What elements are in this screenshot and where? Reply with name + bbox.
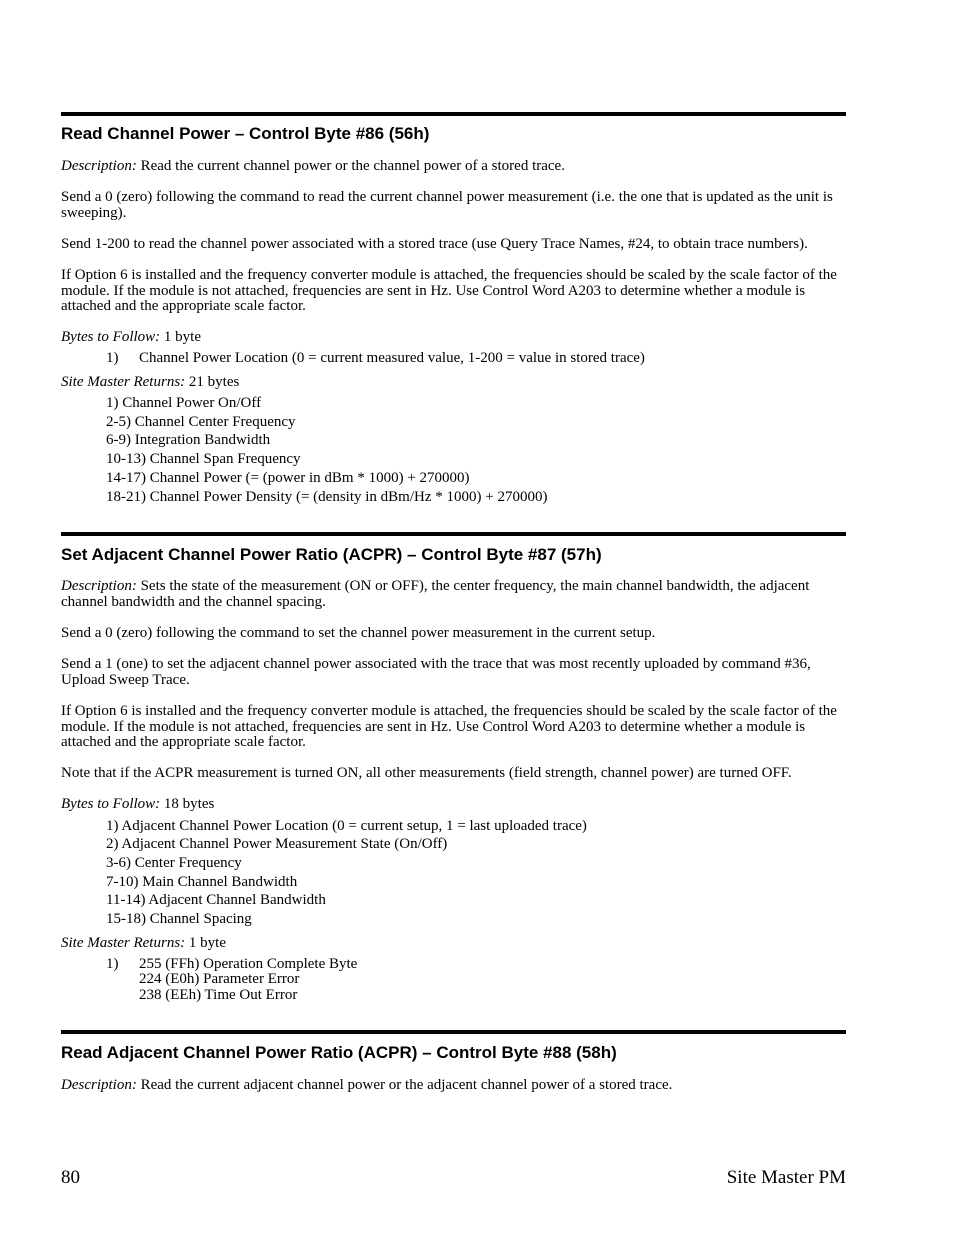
paragraph: If Option 6 is installed and the frequency converter module is attached, the frequencies should be scaled by the scale factor of the module. If the module is not attached, frequencies are sent in Hz. Use Control Word A203 to determine whether a module is attached and the appropriate scale factor. — [61, 703, 837, 751]
list-item: 2) Adjacent Channel Power Measurement State (On/Off) — [106, 836, 448, 852]
bytes-to-follow-label: Bytes to Follow: — [61, 796, 161, 812]
bytes-to-follow-value: 1 byte — [163, 329, 201, 345]
list-item: 1) Channel Power On/Off — [106, 395, 262, 411]
section-rule — [61, 112, 846, 116]
list-item: 14-17) Channel Power (= (power in dBm * 1000) + 270000) — [106, 470, 470, 486]
list-item: 7-10) Main Channel Bandwidth — [106, 874, 298, 890]
list-item: 15-18) Channel Spacing — [106, 911, 252, 927]
list-item: 238 (EEh) Time Out Error — [139, 987, 298, 1003]
page-number: 80 — [61, 1167, 80, 1188]
description — [61, 1078, 851, 1094]
list-item: 18-21) Channel Power Density (= (density in dBm/Hz * 1000) + 270000) — [106, 489, 548, 505]
section-rule — [61, 532, 846, 536]
description-label: Description: — [61, 1077, 137, 1093]
description-text: Sets the state of the measurement (ON or OFF), the center frequency, the main channel bandwidth, the adjacent channel bandwidth and the channel spacing. — [61, 578, 810, 610]
footer-title: Site Master PM — [726, 1167, 846, 1188]
returns-value: 21 bytes — [188, 374, 240, 390]
section-rule — [61, 1030, 846, 1034]
list-item-number: 1) — [106, 350, 119, 366]
list-item: 10-13) Channel Span Frequency — [106, 451, 301, 467]
list-item: 11-14) Adjacent Channel Bandwidth — [106, 892, 326, 908]
bytes-to-follow — [61, 797, 851, 813]
paragraph: Note that if the ACPR measurement is turned ON, all other measurements (field strength, channel power) are turned OFF. — [61, 765, 792, 781]
paragraph: Send a 0 (zero) following the command to set the channel power measurement in the current setup. — [61, 625, 656, 641]
description — [61, 159, 851, 175]
list-item: 3-6) Center Frequency — [106, 855, 242, 871]
list-item: 255 (FFh) Operation Complete Byte — [139, 956, 358, 972]
paragraph: Send a 1 (one) to set the adjacent channel power associated with the trace that was most recently uploaded by command #36, Upload Sweep Trace. — [61, 656, 811, 688]
bytes-to-follow-label: Bytes to Follow: — [61, 329, 161, 345]
description-text: Read the current channel power or the channel power of a stored trace. — [140, 158, 565, 174]
paragraph: Send 1-200 to read the channel power associated with a stored trace (use Query Trace Names, #24, to obtain trace numbers). — [61, 236, 808, 252]
description-label: Description: — [61, 578, 137, 594]
list-item: 2-5) Channel Center Frequency — [106, 414, 296, 430]
returns-label: Site Master Returns: — [61, 374, 186, 390]
section-heading: Set Adjacent Channel Power Ratio (ACPR) – Control Byte #87 (57h) — [61, 545, 602, 564]
paragraph: Send a 0 (zero) following the command to read the current channel power measurement (i.e. the one that is updated as the unit is sweeping). — [61, 189, 833, 221]
list-item: Channel Power Location (0 = current measured value, 1-200 = value in stored trace) — [139, 350, 645, 366]
description-text: Read the current adjacent channel power or the adjacent channel power of a stored trace. — [140, 1077, 673, 1093]
bytes-to-follow-value: 18 bytes — [163, 796, 215, 812]
returns-value: 1 byte — [188, 935, 226, 951]
list-item: 6-9) Integration Bandwidth — [106, 432, 271, 448]
description — [61, 579, 851, 610]
returns-label: Site Master Returns: — [61, 935, 186, 951]
paragraph: If Option 6 is installed and the frequency converter module is attached, the frequencies should be scaled by the scale factor of the module. If the module is not attached, frequencies are sent in Hz. Use Control Word A203 to determine whether a module is attached and the appropriate scale factor. — [61, 267, 837, 315]
list-item-number: 1) — [106, 956, 119, 972]
description-label: Description: — [61, 158, 137, 174]
list-item: 1) Adjacent Channel Power Location (0 = current setup, 1 = last uploaded trace) — [106, 818, 587, 834]
site-master-returns — [61, 936, 851, 952]
section-heading: Read Adjacent Channel Power Ratio (ACPR) – Control Byte #88 (58h) — [61, 1043, 617, 1062]
site-master-returns — [61, 375, 851, 391]
list-item: 224 (E0h) Parameter Error — [139, 971, 300, 987]
section-heading: Read Channel Power – Control Byte #86 (56h) — [61, 124, 430, 143]
bytes-to-follow — [61, 330, 851, 346]
